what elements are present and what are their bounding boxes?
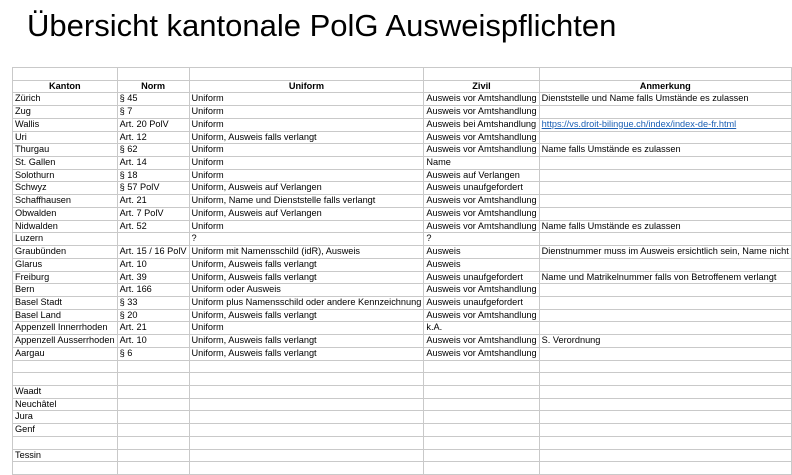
kanton-cell[interactable]: Obwalden xyxy=(13,207,118,220)
uniform-cell[interactable]: Uniform xyxy=(189,322,424,335)
norm-cell[interactable] xyxy=(117,373,189,386)
uniform-cell[interactable]: Uniform, Ausweis auf Verlangen xyxy=(189,207,424,220)
table-row xyxy=(13,233,792,246)
norm-cell[interactable]: Art. 21 xyxy=(117,322,189,335)
table-row xyxy=(13,347,792,360)
cell[interactable] xyxy=(13,68,118,81)
column-header-zivil[interactable]: Zivil xyxy=(424,80,539,93)
uniform-cell[interactable]: Uniform xyxy=(189,157,424,170)
zivil-cell[interactable]: Ausweis vor Amtshandlung xyxy=(424,220,539,233)
uniform-cell[interactable]: Uniform oder Ausweis xyxy=(189,284,424,297)
zivil-cell[interactable]: Ausweis unaufgefordert xyxy=(424,296,539,309)
norm-cell[interactable]: Art. 12 xyxy=(117,131,189,144)
zivil-cell[interactable]: Ausweis unaufgefordert xyxy=(424,271,539,284)
kanton-cell[interactable]: Bern xyxy=(13,284,118,297)
uniform-cell[interactable]: Uniform plus Namensschild oder andere Kennzeichnung xyxy=(189,296,424,309)
uniform-cell[interactable]: Uniform, Name und Dienststelle falls verlangt xyxy=(189,195,424,208)
norm-cell[interactable]: § 57 PolV xyxy=(117,182,189,195)
anmerkung-cell[interactable]: Dienstnummer muss im Ausweis ersichtlich sein, Name nicht xyxy=(539,246,791,259)
anmerkung-cell[interactable] xyxy=(539,106,791,119)
kanton-cell[interactable]: Uri xyxy=(13,131,118,144)
norm-cell[interactable]: Art. 14 xyxy=(117,157,189,170)
kanton-cell[interactable] xyxy=(13,436,118,449)
zivil-cell[interactable]: Ausweis vor Amtshandlung xyxy=(424,207,539,220)
uniform-cell[interactable] xyxy=(189,436,424,449)
kanton-cell[interactable] xyxy=(13,373,118,386)
norm-cell[interactable] xyxy=(117,411,189,424)
table-row xyxy=(13,157,792,170)
uniform-cell[interactable]: Uniform, Ausweis falls verlangt xyxy=(189,309,424,322)
table-row xyxy=(13,284,792,297)
uniform-cell[interactable] xyxy=(189,373,424,386)
anmerkung-cell[interactable] xyxy=(539,436,791,449)
zivil-cell[interactable]: Ausweis vor Amtshandlung xyxy=(424,335,539,348)
uniform-cell[interactable]: Uniform xyxy=(189,106,424,119)
uniform-cell[interactable]: Uniform mit Namensschild (idR), Ausweis xyxy=(189,246,424,259)
table-row xyxy=(13,246,792,259)
norm-cell[interactable] xyxy=(117,385,189,398)
spreadsheet-table xyxy=(12,67,792,475)
table-row xyxy=(13,360,792,373)
table-row xyxy=(13,271,792,284)
zivil-cell[interactable]: Ausweis vor Amtshandlung xyxy=(424,144,539,157)
norm-cell[interactable]: Art. 20 PolV xyxy=(117,118,189,131)
norm-cell[interactable]: § 33 xyxy=(117,296,189,309)
kanton-cell[interactable]: Schwyz xyxy=(13,182,118,195)
anmerkung-cell[interactable] xyxy=(539,385,791,398)
anmerkung-cell[interactable]: Name und Matrikelnummer falls von Betroffenem verlangt xyxy=(539,271,791,284)
anmerkung-cell[interactable] xyxy=(539,424,791,437)
anmerkung-cell[interactable] xyxy=(539,131,791,144)
kanton-cell[interactable]: Jura xyxy=(13,411,118,424)
anmerkung-cell[interactable] xyxy=(539,398,791,411)
zivil-cell[interactable]: Ausweis vor Amtshandlung xyxy=(424,93,539,106)
kanton-cell[interactable]: Thurgau xyxy=(13,144,118,157)
norm-cell[interactable]: § 7 xyxy=(117,106,189,119)
page-title: Übersicht kantonale PolG Ausweispflichten xyxy=(27,8,617,43)
table-row xyxy=(13,385,792,398)
anmerkung-cell[interactable] xyxy=(539,284,791,297)
column-header-norm[interactable]: Norm xyxy=(117,80,189,93)
norm-cell[interactable]: § 18 xyxy=(117,169,189,182)
cell[interactable] xyxy=(424,68,539,81)
uniform-cell[interactable] xyxy=(189,449,424,462)
uniform-cell[interactable]: Uniform, Ausweis falls verlangt xyxy=(189,131,424,144)
kanton-cell[interactable]: Genf xyxy=(13,424,118,437)
table-row xyxy=(13,335,792,348)
kanton-cell[interactable]: Appenzell Ausserrhoden xyxy=(13,335,118,348)
norm-cell[interactable] xyxy=(117,424,189,437)
anmerkung-cell[interactable]: Name falls Umstände es zulassen xyxy=(539,144,791,157)
norm-cell[interactable] xyxy=(117,436,189,449)
norm-cell[interactable] xyxy=(117,449,189,462)
column-header-uniform[interactable]: Uniform xyxy=(189,80,424,93)
anmerkung-cell[interactable] xyxy=(539,347,791,360)
anmerkung-cell[interactable]: Dienststelle und Name falls Umstände es zulassen xyxy=(539,93,791,106)
uniform-cell[interactable]: Uniform xyxy=(189,118,424,131)
kanton-cell[interactable]: Appenzell Innerrhoden xyxy=(13,322,118,335)
norm-cell[interactable]: § 20 xyxy=(117,309,189,322)
cell[interactable] xyxy=(189,68,424,81)
zivil-cell[interactable]: Ausweis vor Amtshandlung xyxy=(424,195,539,208)
anmerkung-cell[interactable] xyxy=(539,169,791,182)
anmerkung-cell[interactable] xyxy=(539,296,791,309)
norm-cell[interactable]: Art. 166 xyxy=(117,284,189,297)
table-row xyxy=(13,449,792,462)
table-row xyxy=(13,411,792,424)
table-row xyxy=(13,309,792,322)
anmerkung-link[interactable]: https://vs.droit-bilingue.ch/index/index-de-fr.html xyxy=(539,118,791,131)
uniform-cell[interactable] xyxy=(189,424,424,437)
blank-row xyxy=(13,68,792,81)
kanton-cell[interactable] xyxy=(13,360,118,373)
norm-cell[interactable]: Art. 15 / 16 PolV xyxy=(117,246,189,259)
table-row xyxy=(13,169,792,182)
zivil-cell[interactable]: Ausweis bei Amtshandlung xyxy=(424,118,539,131)
table-row xyxy=(13,462,792,475)
zivil-cell[interactable]: Ausweis unaufgefordert xyxy=(424,182,539,195)
zivil-cell[interactable] xyxy=(424,424,539,437)
kanton-cell[interactable]: Glarus xyxy=(13,258,118,271)
uniform-cell[interactable] xyxy=(189,398,424,411)
zivil-cell[interactable] xyxy=(424,449,539,462)
zivil-cell[interactable] xyxy=(424,360,539,373)
anmerkung-cell[interactable] xyxy=(539,195,791,208)
table-row xyxy=(13,93,792,106)
norm-cell[interactable]: § 6 xyxy=(117,347,189,360)
norm-cell[interactable]: Art. 10 xyxy=(117,258,189,271)
norm-cell[interactable]: Art. 39 xyxy=(117,271,189,284)
anmerkung-cell[interactable] xyxy=(539,449,791,462)
norm-cell[interactable] xyxy=(117,360,189,373)
zivil-cell[interactable]: Ausweis xyxy=(424,246,539,259)
zivil-cell[interactable]: Ausweis vor Amtshandlung xyxy=(424,131,539,144)
table-row xyxy=(13,424,792,437)
zivil-cell[interactable]: Ausweis vor Amtshandlung xyxy=(424,106,539,119)
anmerkung-cell[interactable] xyxy=(539,258,791,271)
anmerkung-cell[interactable] xyxy=(539,182,791,195)
norm-cell[interactable]: Art. 7 PolV xyxy=(117,207,189,220)
kanton-cell[interactable]: Graubünden xyxy=(13,246,118,259)
uniform-cell[interactable] xyxy=(189,360,424,373)
uniform-cell[interactable]: Uniform, Ausweis auf Verlangen xyxy=(189,182,424,195)
anmerkung-cell[interactable] xyxy=(539,309,791,322)
zivil-cell[interactable]: Ausweis vor Amtshandlung xyxy=(424,309,539,322)
kanton-cell[interactable]: Wallis xyxy=(13,118,118,131)
table-row xyxy=(13,207,792,220)
kanton-cell[interactable]: Neuchâtel xyxy=(13,398,118,411)
zivil-cell[interactable] xyxy=(424,462,539,475)
kanton-cell[interactable] xyxy=(13,462,118,475)
norm-cell[interactable]: Art. 21 xyxy=(117,195,189,208)
zivil-cell[interactable] xyxy=(424,436,539,449)
uniform-cell[interactable]: Uniform, Ausweis falls verlangt xyxy=(189,271,424,284)
anmerkung-cell[interactable] xyxy=(539,360,791,373)
norm-cell[interactable]: Art. 10 xyxy=(117,335,189,348)
anmerkung-cell[interactable] xyxy=(539,373,791,386)
anmerkung-cell[interactable]: Name falls Umstände es zulassen xyxy=(539,220,791,233)
kanton-cell[interactable]: Nidwalden xyxy=(13,220,118,233)
table-row xyxy=(13,398,792,411)
table-row xyxy=(13,118,792,131)
uniform-cell[interactable]: Uniform, Ausweis falls verlangt xyxy=(189,347,424,360)
uniform-cell[interactable]: Uniform xyxy=(189,93,424,106)
kanton-cell[interactable]: Freiburg xyxy=(13,271,118,284)
zivil-cell[interactable]: Ausweis xyxy=(424,258,539,271)
norm-cell[interactable] xyxy=(117,398,189,411)
uniform-cell[interactable]: Uniform xyxy=(189,144,424,157)
table-row xyxy=(13,373,792,386)
table-row xyxy=(13,258,792,271)
anmerkung-cell[interactable] xyxy=(539,411,791,424)
kanton-cell[interactable]: Tessin xyxy=(13,449,118,462)
table-row xyxy=(13,144,792,157)
kanton-cell[interactable]: Luzern xyxy=(13,233,118,246)
norm-cell[interactable]: § 62 xyxy=(117,144,189,157)
anmerkung-cell[interactable]: S. Verordnung xyxy=(539,335,791,348)
zivil-cell[interactable]: k.A. xyxy=(424,322,539,335)
kanton-cell[interactable]: Waadt xyxy=(13,385,118,398)
header-row xyxy=(13,80,792,93)
table-row xyxy=(13,131,792,144)
anmerkung-cell[interactable] xyxy=(539,322,791,335)
norm-cell[interactable] xyxy=(117,233,189,246)
kanton-cell[interactable]: St. Gallen xyxy=(13,157,118,170)
zivil-cell[interactable] xyxy=(424,373,539,386)
kanton-cell[interactable]: Zug xyxy=(13,106,118,119)
uniform-cell[interactable] xyxy=(189,411,424,424)
zivil-cell[interactable]: Ausweis vor Amtshandlung xyxy=(424,347,539,360)
table-row xyxy=(13,220,792,233)
zivil-cell[interactable] xyxy=(424,398,539,411)
anmerkung-cell[interactable] xyxy=(539,233,791,246)
table-row xyxy=(13,182,792,195)
zivil-cell[interactable]: Ausweis auf Verlangen xyxy=(424,169,539,182)
uniform-cell[interactable] xyxy=(189,462,424,475)
kanton-cell[interactable]: Zürich xyxy=(13,93,118,106)
anmerkung-cell[interactable] xyxy=(539,207,791,220)
zivil-cell[interactable]: Ausweis vor Amtshandlung xyxy=(424,284,539,297)
norm-cell[interactable] xyxy=(117,462,189,475)
cell[interactable] xyxy=(117,68,189,81)
kanton-cell[interactable]: Basel Land xyxy=(13,309,118,322)
table-row xyxy=(13,322,792,335)
table-row xyxy=(13,106,792,119)
kanton-cell[interactable]: Schaffhausen xyxy=(13,195,118,208)
table-row xyxy=(13,436,792,449)
column-header-kanton[interactable]: Kanton xyxy=(13,80,118,93)
kanton-cell[interactable]: Solothurn xyxy=(13,169,118,182)
uniform-cell[interactable]: Uniform xyxy=(189,169,424,182)
kanton-cell[interactable]: Basel Stadt xyxy=(13,296,118,309)
table-row xyxy=(13,296,792,309)
uniform-cell[interactable]: ? xyxy=(189,233,424,246)
uniform-cell[interactable]: Uniform xyxy=(189,220,424,233)
kanton-cell[interactable]: Aargau xyxy=(13,347,118,360)
uniform-cell[interactable]: Uniform, Ausweis falls verlangt xyxy=(189,258,424,271)
zivil-cell[interactable]: ? xyxy=(424,233,539,246)
uniform-cell[interactable]: Uniform, Ausweis falls verlangt xyxy=(189,335,424,348)
anmerkung-cell[interactable] xyxy=(539,462,791,475)
zivil-cell[interactable]: Name xyxy=(424,157,539,170)
norm-cell[interactable]: Art. 52 xyxy=(117,220,189,233)
table-row xyxy=(13,195,792,208)
anmerkung-cell[interactable] xyxy=(539,157,791,170)
zivil-cell[interactable] xyxy=(424,411,539,424)
norm-cell[interactable]: § 45 xyxy=(117,93,189,106)
column-header-anmerkung[interactable]: Anmerkung xyxy=(539,80,791,93)
zivil-cell[interactable] xyxy=(424,385,539,398)
uniform-cell[interactable] xyxy=(189,385,424,398)
cell[interactable] xyxy=(539,68,791,81)
